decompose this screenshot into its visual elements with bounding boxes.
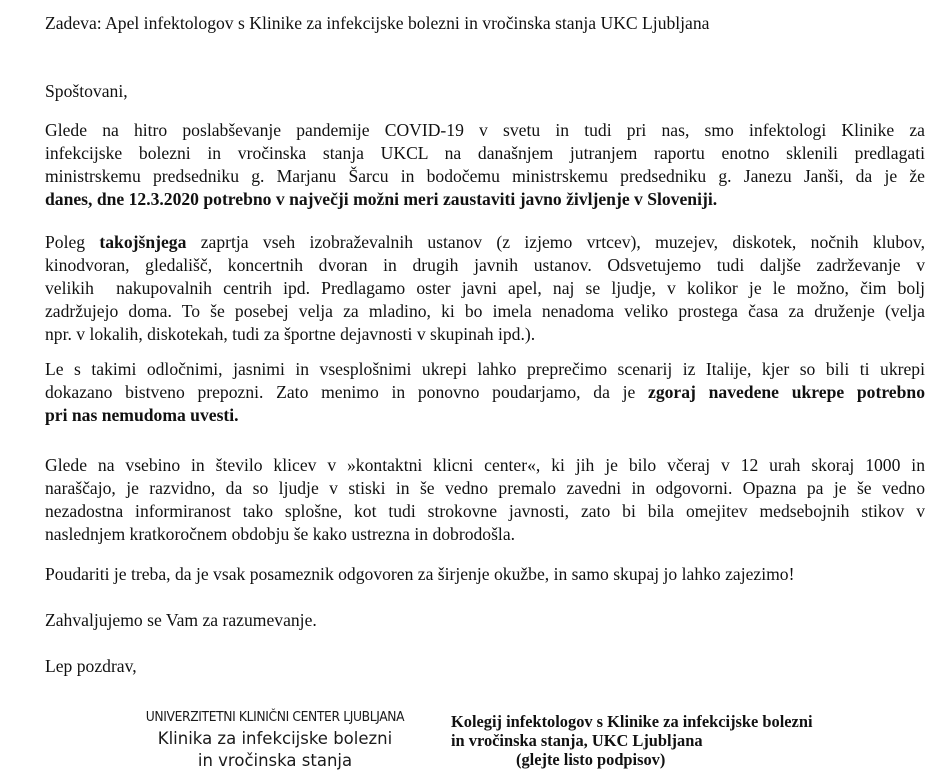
- paragraph-2-text: Poleg: [45, 232, 100, 252]
- letter-thanks: Zahvaljujemo se Vam za razumevanje.: [45, 610, 317, 630]
- paragraph-4-line: naslednjem kratkoročnem obdobju še kako ustrezna in dobrodošla.: [45, 524, 516, 544]
- paragraph-1: [45, 119, 925, 211]
- signature-line: in vročinska stanja, UKC Ljubljana: [451, 731, 703, 750]
- paragraph-1-line: ministrskemu predsedniku g. Marjanu Šarcu in bodočemu ministrskemu predsedniku g. Janezu Janši, da je že: [45, 166, 925, 186]
- paragraph-1-line: [45, 188, 925, 211]
- paragraph-2-line: npr. v lokalih, diskotekah, tudi za športne dejavnosti v skupinah ipd.).: [45, 324, 536, 344]
- paragraph-3-line: [45, 404, 925, 427]
- paragraph-3-line: Le s takimi odločnimi, jasnimi in vsesplošnimi ukrepi lahko preprečimo scenarij iz Italije, kjer so bili ti ukrepi: [45, 359, 925, 379]
- signature-line: Kolegij infektologov s Klinike za infekcijske bolezni: [451, 712, 813, 731]
- letter-closing: Lep pozdrav,: [45, 656, 137, 676]
- paragraph-3: [45, 358, 925, 427]
- paragraph-3-bold-text: pri nas nemudoma uvesti.: [45, 405, 239, 425]
- paragraph-3-text: dokazano bistveno prepozni. Zato menimo in ponovno poudarjamo, da je: [45, 382, 649, 402]
- stamp-clinic-name-cont: in vročinska stanja: [197, 751, 353, 770]
- paragraph-1-bold-text: danes, dne 12.3.2020 potrebno v največji možni meri zaustaviti javno življenje v Sloveniji.: [45, 189, 718, 209]
- letter-subject: Zadeva: Apel infektologov s Klinike za infekcijske bolezni in vročinska stanja UKC Ljubljana: [45, 13, 710, 33]
- paragraph-2-line: zadržujejo doma. To še posebej velja za mladino, ki bo imela nenadoma veliko prostega časa za druženje (velja: [45, 301, 925, 321]
- paragraph-3-bold-text: zgoraj navedene ukrepe potrebno: [648, 382, 925, 402]
- signature-block: [451, 712, 813, 769]
- paragraph-5: Poudariti je treba, da je vsak posameznik odgovoren za širjenje okužbe, in samo skupaj jo lahko zajezimo!: [45, 564, 795, 584]
- paragraph-1-line: infekcijske bolezni in vročinska stanja UKCL na današnjem jutranjem raportu enotno sklenili predlagati: [45, 143, 925, 163]
- paragraph-4-line: nezadostna informiranost tako splošne, kot tudi strokovne javnosti, zato bi bila omejitev medsebojnih stikov v: [45, 501, 925, 521]
- paragraph-3-line: [45, 381, 925, 404]
- paragraph-2-line: [45, 231, 925, 254]
- letter-salutation: Spoštovani,: [45, 81, 128, 101]
- ukc-clinic-stamp: [110, 708, 440, 772]
- paragraph-2-bold-text: takojšnjega: [99, 232, 187, 252]
- stamp-clinic-name: Klinika za infekcijske bolezni: [157, 729, 393, 748]
- paragraph-2-line: velikih nakupovalnih centrih ipd. Predlagamo oster javni apel, naj se ljudje, v kolikor je le možno, čim bolj: [45, 278, 925, 298]
- signature-note: (glejte listo podpisov): [516, 750, 666, 769]
- paragraph-4: [45, 454, 925, 546]
- paragraph-4-line: Glede na vsebino in število klicev v »kontaktni klicni center«, ki jih je bilo včeraj v 12 urah skoraj 1000 in: [45, 455, 925, 475]
- paragraph-2-text: zaprtja vseh izobraževalnih ustanov (z izjemo vrtcev), muzejev, diskotek, nočnih klubov,: [186, 232, 925, 252]
- paragraph-1-line: Glede na hitro poslabševanje pandemije COVID-19 v svetu in tudi pri nas, smo infektologi Klinike za: [45, 120, 925, 140]
- paragraph-2: [45, 231, 925, 346]
- stamp-institution-name: UNIVERZITETNI KLINIČNI CENTER LJUBLJANA: [145, 710, 405, 725]
- paragraph-2-line: kinodvoran, gledališč, koncertnih dvoran in drugih javnih ustanov. Odsvetujemo tudi daljše zadrževanje v: [45, 255, 925, 275]
- paragraph-4-line: naraščajo, je razvidno, da so ljudje v stiski in še vedno premalo zavedni in odgovorni. Opazna pa je še vedno: [45, 478, 925, 498]
